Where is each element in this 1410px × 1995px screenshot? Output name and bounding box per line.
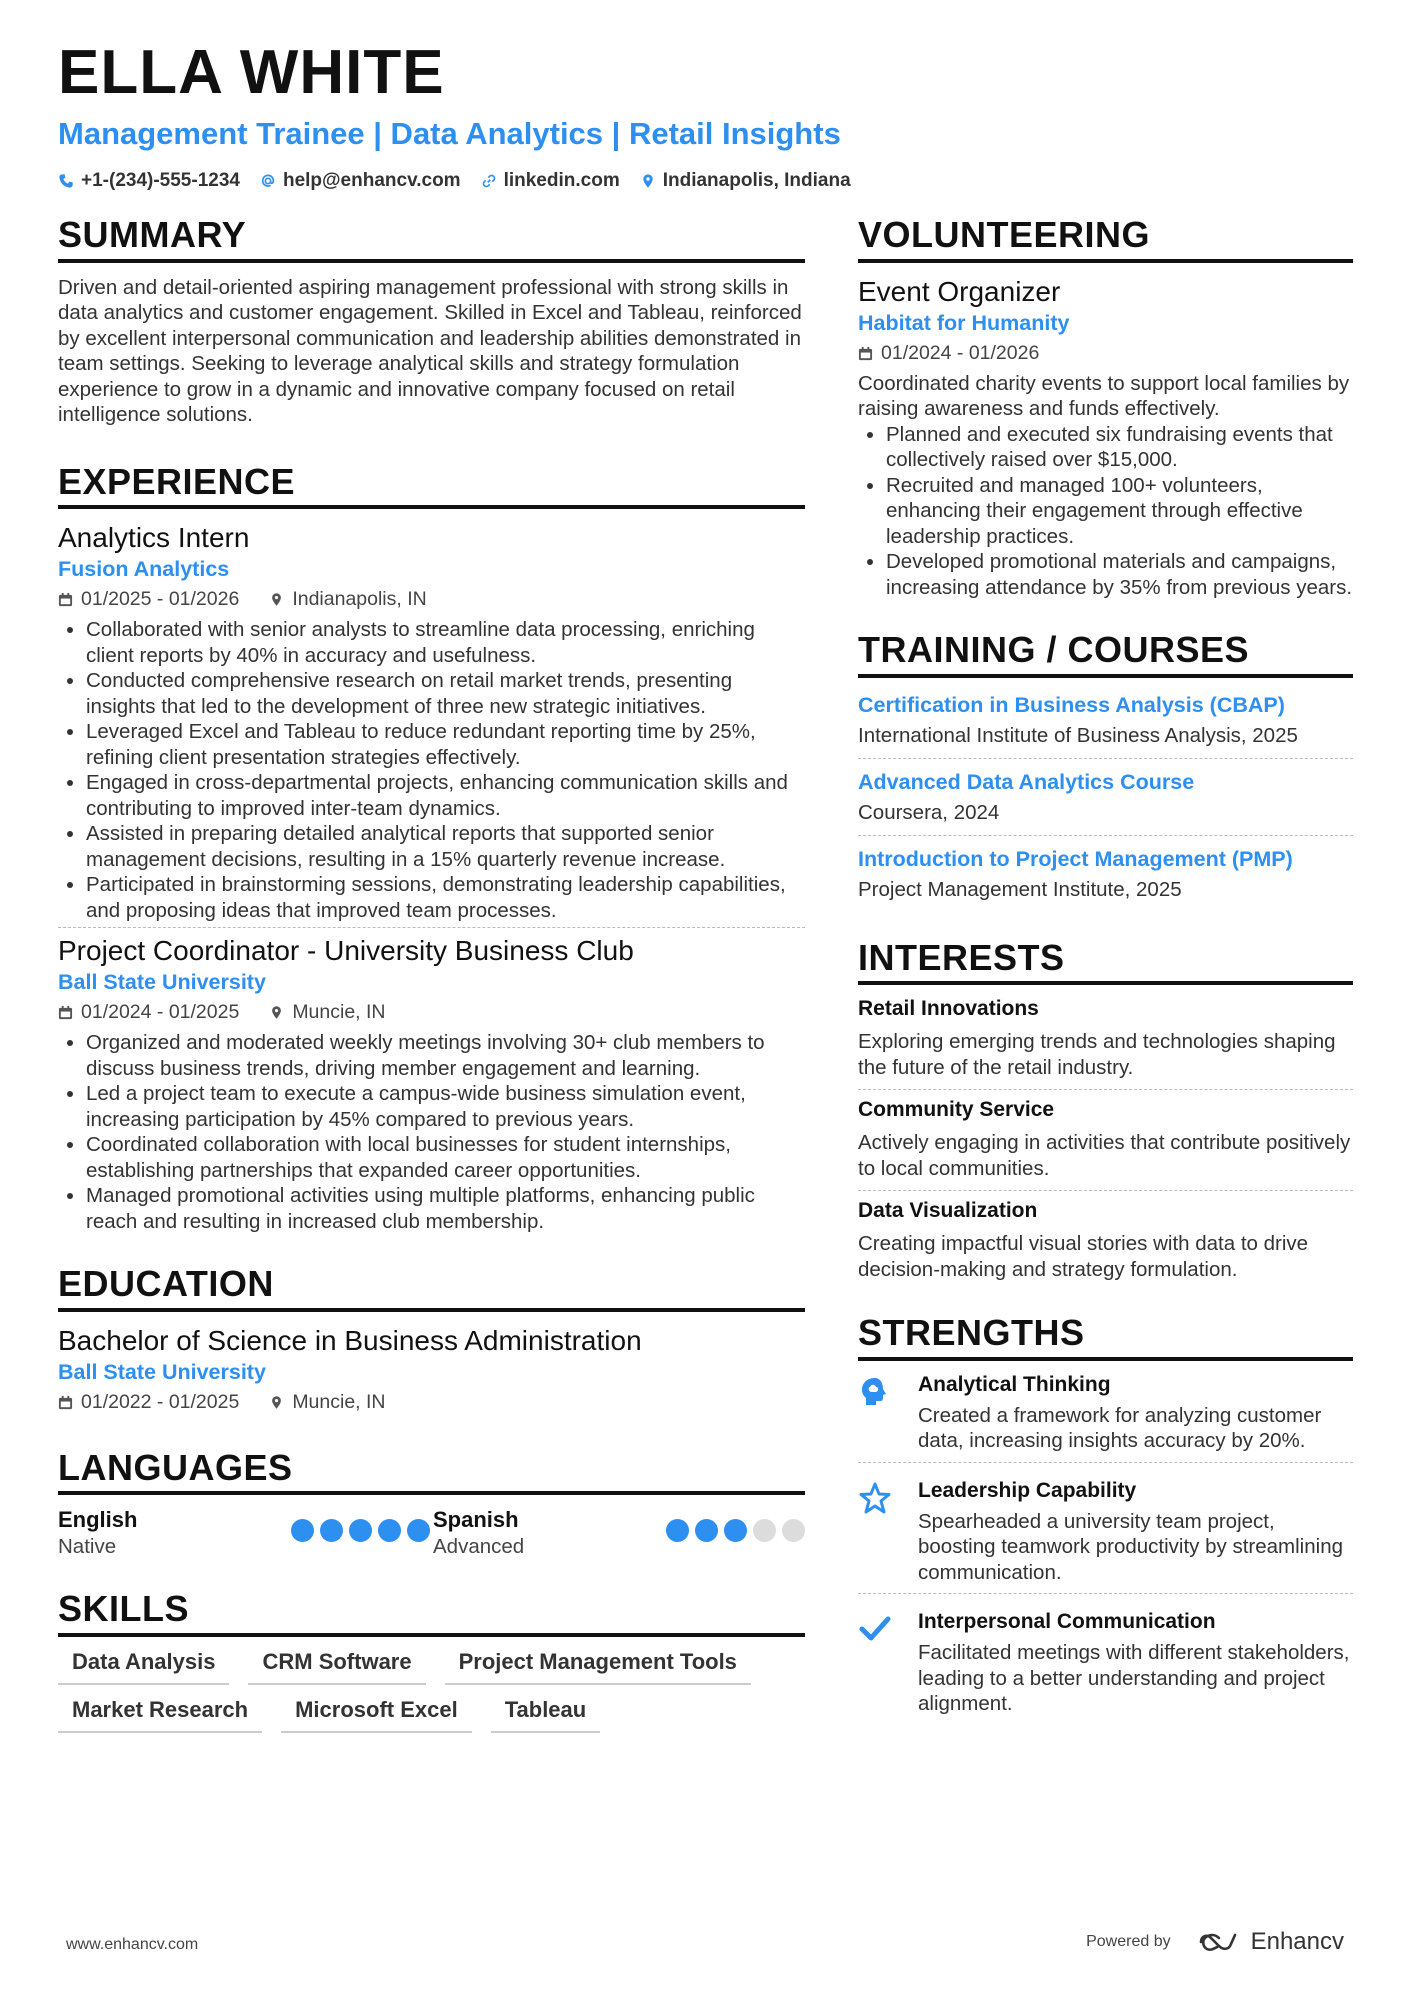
strength-detail: Created a framework for analyzing customer data, increasing insights accuracy by 20%. (918, 1403, 1322, 1453)
bullet-item: • Managed promotional activities using multiple platforms, enhancing public reach and resulting in increased club membership. (86, 1183, 805, 1234)
job-title: Analytics Intern (58, 522, 250, 554)
job-meta (58, 1001, 805, 1024)
contact-location (640, 170, 851, 192)
summary-heading: SUMMARY (58, 215, 805, 263)
job-dates: 01/2025 - 01/2026 (81, 588, 240, 611)
experience-section (58, 462, 805, 1235)
location-pin-icon (269, 1395, 284, 1410)
language-item (58, 1507, 430, 1559)
job-company: Ball State University (58, 970, 266, 995)
left-column (58, 215, 805, 1733)
link-icon (481, 173, 497, 189)
interest-name: Community Service (858, 1098, 1055, 1122)
enhancv-logo-icon (1197, 1930, 1241, 1954)
training-heading: TRAINING / COURSES (858, 630, 1353, 678)
language-rating (291, 1519, 430, 1542)
bullet-item: • Developed promotional materials and campaigns, increasing attendance by 35% from previous years. (886, 549, 1353, 600)
phone-text: +1-(234)-555-1234 (81, 170, 240, 191)
interest-item (858, 1098, 1353, 1191)
location-pin-icon (269, 1005, 284, 1020)
language-name: English (58, 1507, 138, 1533)
languages-section (58, 1448, 805, 1560)
rating-dot-filled (695, 1519, 718, 1542)
skill-tag: CRM Software (248, 1649, 425, 1685)
skill-tag: Tableau (491, 1697, 601, 1733)
interest-item (858, 1199, 1353, 1291)
job-location: Muncie, IN (292, 1001, 386, 1024)
strength-name: Interpersonal Communication (918, 1610, 1216, 1634)
language-level: Native (58, 1535, 117, 1559)
bullet-item: • Leveraged Excel and Tableau to reduce redundant reporting time by 25%, refining client presentation strategies effectively. (86, 719, 805, 770)
volunteer-description: Coordinated charity events to support local families by raising awareness and funds effectively. (858, 371, 1350, 421)
strength-detail: Facilitated meetings with different stakeholders, leading to a better understanding and project alignment. (918, 1641, 1350, 1716)
language-level: Advanced (433, 1535, 525, 1559)
training-item (858, 767, 1353, 836)
volunteering-heading: VOLUNTEERING (858, 215, 1353, 263)
bullet-item: • Engaged in cross-departmental projects, enhancing communication skills and contributing to improved inter-team dynamics. (86, 770, 805, 821)
interest-detail: Actively engaging in activities that contribute positively to local communities. (858, 1131, 1351, 1180)
footer-branding (1086, 1928, 1344, 1956)
calendar-icon (58, 592, 73, 607)
interest-name: Retail Innovations (858, 997, 1039, 1021)
bullet-item: • Organized and moderated weekly meetings involving 30+ club members to discuss business trends, driving member engagement and learning. (86, 1030, 805, 1081)
training-name: Advanced Data Analytics Course (858, 769, 1195, 794)
bullet-item: • Participated in brainstorming sessions, demonstrating leadership capabilities, and proposing ideas that improved team processes. (86, 872, 805, 923)
rating-dot-empty (753, 1519, 776, 1542)
strength-item (858, 1610, 1353, 1725)
training-item (858, 844, 1353, 912)
rating-dot-filled (407, 1519, 430, 1542)
candidate-name: ELLA WHITE (58, 38, 445, 107)
location-pin-icon (640, 173, 656, 189)
job-entry (58, 934, 805, 1234)
volunteer-dates: 01/2024 - 01/2026 (881, 341, 1040, 364)
interests-heading: INTERESTS (858, 938, 1353, 986)
bullet-item: • Assisted in preparing detailed analytical reports that supported senior management decisions, resulting in a 15% quarterly revenue increase. (86, 821, 805, 872)
skills-list (58, 1649, 805, 1733)
education-dates: 01/2022 - 01/2025 (81, 1390, 240, 1413)
rating-dot-empty (782, 1519, 805, 1542)
volunteer-bullets (858, 422, 1353, 601)
volunteering-section (858, 215, 1353, 600)
phone-icon (58, 173, 74, 189)
strength-name: Analytical Thinking (918, 1372, 1111, 1396)
summary-section (58, 215, 805, 428)
languages-list (58, 1507, 805, 1559)
interest-detail: Creating impactful visual stories with data to drive decision-making and strategy formulation. (858, 1232, 1309, 1281)
summary-text: Driven and detail-oriented aspiring management professional with strong skills in data analytics and customer engagement. Skilled in Excel and Tableau, reinforced by excellent interpersonal communication and leadership abilities demonstrated in team settings. Seeking to leverage analytical skills and strategy formulation experience to grow in a dynamic and innovative company focused on retail intelligence solutions. (58, 275, 802, 427)
skills-heading: SKILLS (58, 1589, 805, 1637)
candidate-headline: Management Trainee | Data Analytics | Retail Insights (58, 116, 841, 151)
education-heading: EDUCATION (58, 1264, 805, 1312)
training-item (858, 690, 1353, 759)
volunteer-meta (858, 342, 1353, 365)
rating-dot-filled (378, 1519, 401, 1542)
location-pin-icon (269, 592, 284, 607)
language-rating (666, 1519, 805, 1542)
email-text: help@enhancv.com (282, 170, 461, 191)
skill-tag: Project Management Tools (445, 1649, 751, 1685)
training-name: Introduction to Project Management (PMP) (858, 846, 1293, 871)
skills-section (58, 1589, 805, 1733)
brain-icon (858, 1375, 892, 1409)
calendar-icon (58, 1395, 73, 1410)
bullet-item: • Recruited and managed 100+ volunteers, enhancing their engagement through effective leadership practices. (886, 473, 1353, 550)
rating-dot-filled (320, 1519, 343, 1542)
bullet-item: • Conducted comprehensive research on retail market trends, presenting insights that led to the development of three new strategic initiatives. (86, 668, 805, 719)
strength-item (858, 1479, 1353, 1595)
degree-title: Bachelor of Science in Business Administration (58, 1324, 642, 1356)
enhancv-logo[interactable] (1197, 1928, 1344, 1956)
calendar-icon (58, 1005, 73, 1020)
bullet-item: • Coordinated collaboration with local businesses for student internships, establishing partnerships that expanded career opportunities. (86, 1132, 805, 1183)
right-column (858, 215, 1353, 1741)
rating-dot-filled (291, 1519, 314, 1542)
languages-heading: LANGUAGES (58, 1448, 805, 1496)
job-company: Fusion Analytics (58, 557, 230, 582)
job-entry (58, 521, 805, 928)
job-bullets (58, 617, 805, 923)
checkmark-icon (858, 1612, 892, 1646)
training-name: Certification in Business Analysis (CBAP) (858, 692, 1285, 717)
contact-bar (58, 170, 851, 192)
strength-detail: Spearheaded a university team project, boosting teamwork productivity by streamlining communication. (918, 1509, 1343, 1584)
experience-heading: EXPERIENCE (58, 462, 805, 510)
rating-dot-filled (724, 1519, 747, 1542)
contact-email[interactable] (260, 170, 461, 192)
skill-tag: Microsoft Excel (281, 1697, 472, 1733)
training-detail: Project Management Institute, 2025 (858, 877, 1182, 901)
at-sign-icon (260, 173, 276, 189)
strength-name: Leadership Capability (918, 1478, 1137, 1502)
volunteer-org: Habitat for Humanity (858, 310, 1070, 335)
bullet-item: • Collaborated with senior analysts to streamline data processing, enriching client reports by 40% in accuracy and usefulness. (86, 617, 805, 668)
training-detail: International Institute of Business Analysis, 2025 (858, 723, 1298, 747)
interests-section (858, 938, 1353, 1292)
school-name: Ball State University (58, 1359, 266, 1384)
contact-phone[interactable] (58, 170, 240, 192)
contact-linkedin[interactable] (481, 170, 620, 192)
skill-tag: Data Analysis (58, 1649, 229, 1685)
volunteer-role: Event Organizer (858, 275, 1061, 307)
training-section (858, 630, 1353, 912)
linkedin-text: linkedin.com (503, 170, 620, 191)
brand-name: Enhancv (1250, 1928, 1344, 1955)
location-text: Indianapolis, Indiana (662, 170, 851, 191)
skill-tag: Market Research (58, 1697, 262, 1733)
interest-item (858, 997, 1353, 1090)
language-item (433, 1507, 805, 1559)
education-section (58, 1264, 805, 1414)
calendar-icon (858, 346, 873, 361)
language-name: Spanish (433, 1507, 519, 1533)
rating-dot-filled (349, 1519, 372, 1542)
training-detail: Coursera, 2024 (858, 800, 1000, 824)
footer-website[interactable]: www.enhancv.com (66, 1936, 199, 1953)
powered-by-label: Powered by (1086, 1933, 1171, 1950)
education-location: Muncie, IN (292, 1390, 386, 1413)
job-bullets (58, 1030, 805, 1234)
strengths-section (858, 1313, 1353, 1725)
job-dates: 01/2024 - 01/2025 (81, 1001, 240, 1024)
job-title: Project Coordinator - University Business Club (58, 935, 634, 967)
education-meta (58, 1391, 805, 1414)
strengths-heading: STRENGTHS (858, 1313, 1353, 1361)
strength-item (858, 1373, 1353, 1463)
rating-dot-filled (666, 1519, 689, 1542)
interest-name: Data Visualization (858, 1199, 1038, 1223)
job-location: Indianapolis, IN (292, 588, 427, 611)
bullet-item: • Planned and executed six fundraising events that collectively raised over $15,000. (886, 422, 1353, 473)
interest-detail: Exploring emerging trends and technologies shaping the future of the retail industry. (858, 1030, 1336, 1079)
star-icon (858, 1481, 892, 1515)
bullet-item: • Led a project team to execute a campus-wide business simulation event, increasing participation by 45% compared to previous years. (86, 1081, 805, 1132)
job-meta (58, 588, 805, 611)
